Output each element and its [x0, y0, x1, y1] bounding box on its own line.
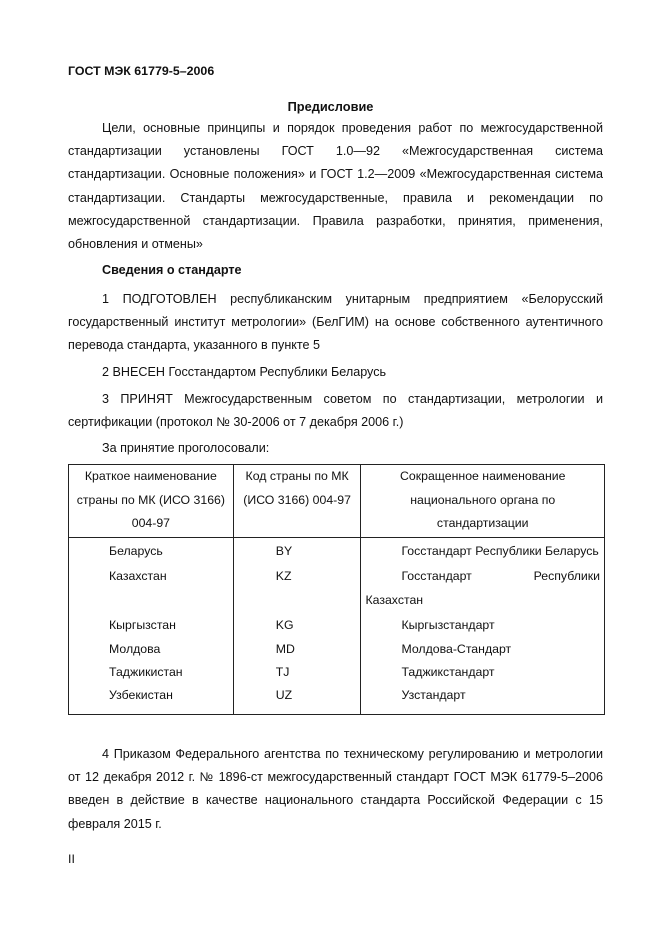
country-name: Беларусь: [109, 544, 163, 558]
info-item-3: 3 ПРИНЯТ Межгосударственным советом по стандартизации, метрологии и сертификации (протокол № 30-2006 от 7 декабря 2006 г.): [68, 392, 603, 430]
country-code: MD: [275, 641, 295, 656]
country-code: UZ: [275, 688, 293, 703]
standards-body: Госстандарт Республики Казахстан: [365, 569, 600, 607]
country-code: TJ: [275, 665, 290, 680]
foreword-title: Предисловие: [287, 99, 374, 114]
column-header-code: Код страны по МК (ИСО 3166) 004-97: [233, 465, 361, 538]
table-row: [69, 684, 605, 714]
table-header-row: [69, 465, 605, 538]
foreword-intro: Цели, основные принципы и порядок проведения работ по межгосударственной стандартизации установлены ГОСТ 1.0—92 «Межгосударственная система стандартизации. Основные положения» и ГОСТ 1.2—2009 «Межгосударственная система стандартизации. Стандарты межгосударственные, правила и рекомендации по межгосударственной стандартизации. Правила разработки, принятия, применения, обновления и отмены»: [68, 121, 603, 252]
country-name: Кыргызстан: [109, 618, 176, 633]
voting-countries-table: [68, 464, 605, 715]
table-row: [69, 538, 605, 564]
country-code: BY: [275, 544, 293, 558]
country-code: KZ: [275, 569, 292, 584]
country-name: Узбекистан: [109, 688, 173, 703]
table-row: [69, 563, 605, 612]
standards-body: Кыргызстандарт: [401, 618, 495, 633]
voted-label: За принятие проголосовали:: [102, 441, 270, 455]
document-code: ГОСТ МЭК 61779-5–2006: [68, 64, 215, 78]
country-name: Молдова: [109, 641, 161, 656]
table-row: [69, 638, 605, 661]
country-code: KG: [275, 618, 294, 633]
standards-body: Молдова-Стандарт: [401, 641, 512, 656]
standards-body: Узстандарт: [401, 688, 466, 703]
country-name: Казахстан: [109, 569, 167, 584]
info-item-4: 4 Приказом Федерального агентства по техническому регулированию и метрологии от 12 декабря 2012 г. № 1896-ст межгосударственный стандарт ГОСТ МЭК 61779-5–2006 введен в действие в качестве национального стандарта Российской Федерации с 15 февраля 2015 г.: [68, 747, 603, 831]
country-name: Таджикистан: [109, 665, 183, 680]
standards-body: Таджикстандарт: [401, 665, 495, 680]
column-header-organization: Сокращенное наименование национального органа по стандартизации: [361, 465, 605, 538]
info-item-1: 1 ПОДГОТОВЛЕН республиканским унитарным предприятием «Белорусский государственный институт метрологии» (БелГИМ) на основе собственного аутентичного перевода стандарта, указанного в пункте 5: [68, 292, 603, 353]
table-row: [69, 661, 605, 684]
standard-info-heading: Сведения о стандарте: [102, 263, 242, 277]
column-header-country: Краткое наименование страны по МК (ИСО 3166) 004-97: [69, 465, 234, 538]
info-item-2: 2 ВНЕСЕН Госстандартом Республики Беларусь: [102, 365, 387, 379]
standards-body: Госстандарт Республики Беларусь: [401, 544, 599, 558]
table-row: [69, 612, 605, 637]
page-number: II: [68, 852, 75, 866]
